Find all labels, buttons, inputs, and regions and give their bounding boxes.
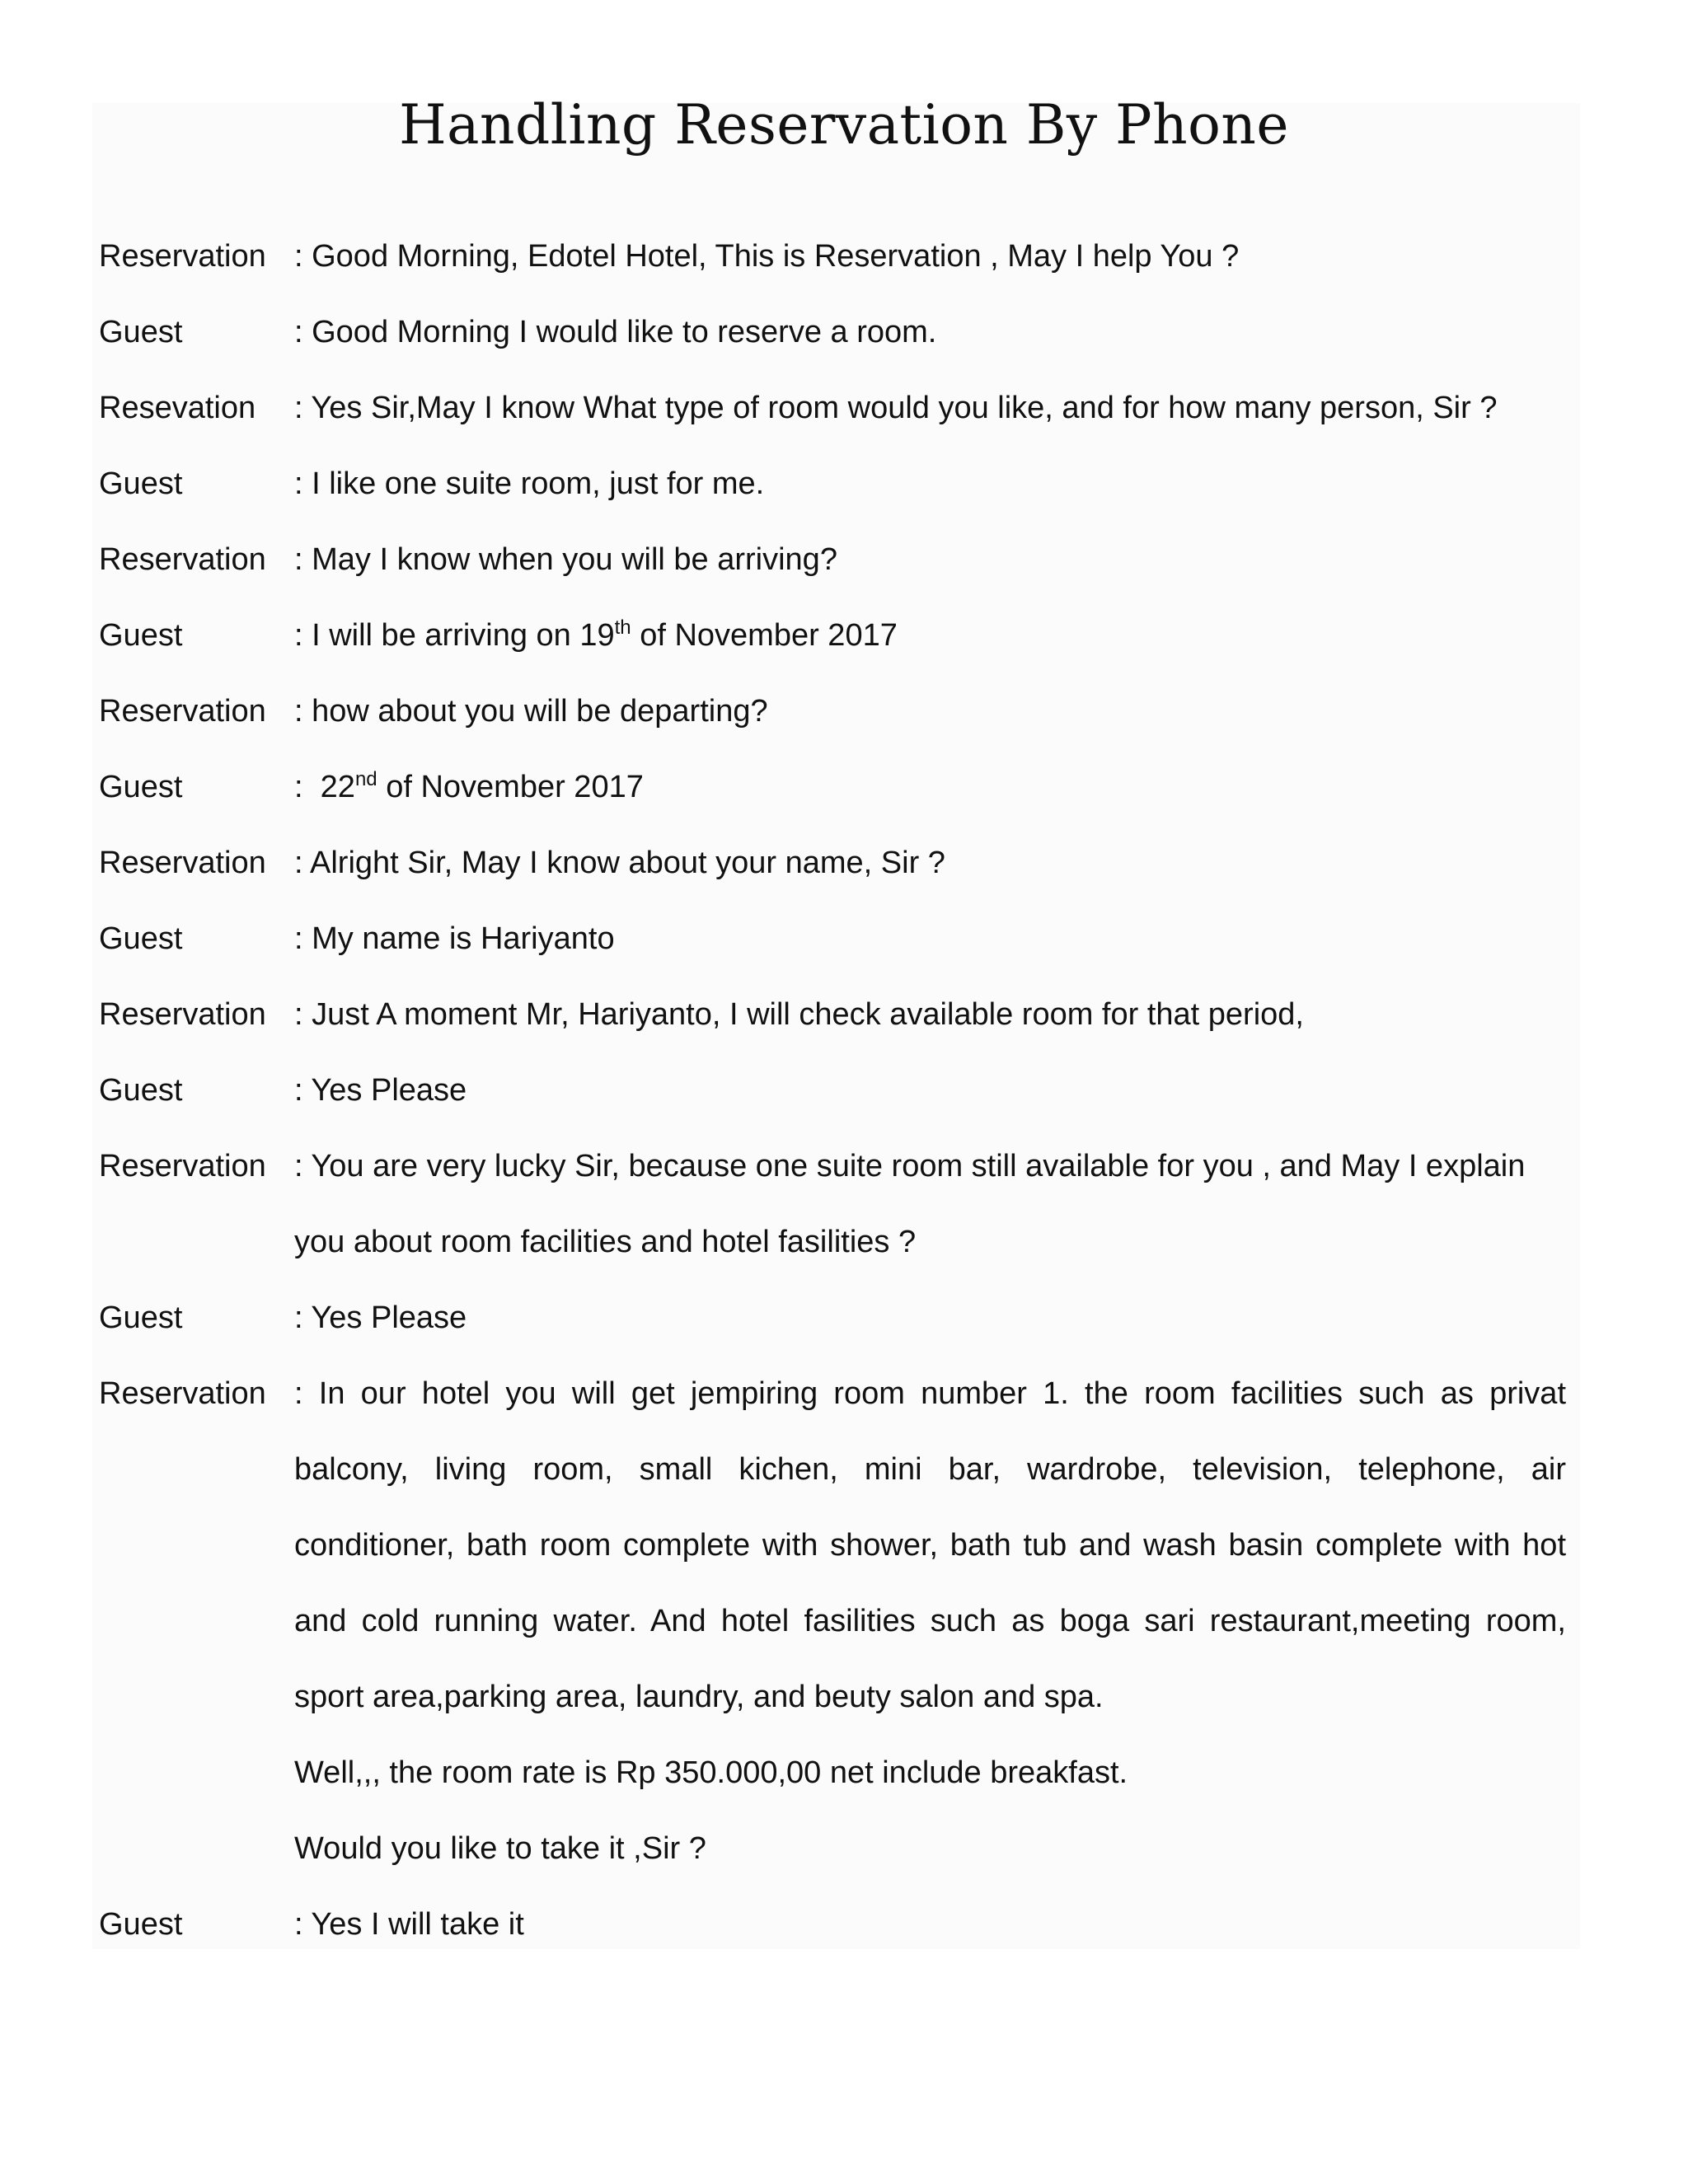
utterance	[294, 1356, 1566, 1886]
speaker-label: Reservation	[99, 1376, 266, 1411]
speaker-label: Reservation	[99, 239, 266, 274]
utterance	[294, 294, 1566, 370]
utterance-line: Would you like to take it ,Sir ?	[294, 1831, 706, 1866]
utterance	[294, 370, 1566, 446]
ordinal-suffix: nd	[354, 768, 377, 790]
utterance	[294, 901, 1566, 977]
utterance-line: : Yes I will take it	[294, 1907, 524, 1942]
dialogue-row	[99, 218, 1566, 294]
utterance	[294, 522, 1566, 598]
speaker-label: Reservation	[99, 542, 266, 577]
utterance	[294, 218, 1566, 294]
utterance-line: : how about you will be departing?	[294, 694, 768, 729]
utterance-line: Well,,, the room rate is Rp 350.000,00 net include breakfast.	[294, 1755, 1128, 1790]
speaker-label: Reservation	[99, 846, 266, 880]
speaker-label: Reservation	[99, 694, 266, 729]
dialogue-row	[99, 901, 1566, 977]
utterance-line: you about room facilities and hotel fasilities ?	[294, 1225, 917, 1259]
dialogue-row	[99, 977, 1566, 1052]
utterance-line: : May I know when you will be arriving?	[294, 542, 837, 577]
dialogue-row	[99, 1128, 1566, 1280]
utterance-line: balcony, living room, small kichen, mini bar, wardrobe, television, telephone, air	[294, 1452, 1566, 1487]
speaker-label: Guest	[99, 1907, 183, 1942]
utterance	[294, 1280, 1566, 1356]
speaker-label: Guest	[99, 1073, 183, 1108]
dialogue-row	[99, 673, 1566, 749]
utterance	[294, 825, 1566, 901]
utterance-line: : Yes Please	[294, 1301, 467, 1335]
utterance	[294, 1128, 1566, 1280]
utterance	[294, 446, 1566, 522]
utterance-line: : Yes Please	[294, 1073, 467, 1108]
utterance	[294, 673, 1566, 749]
dialogue-row	[99, 1052, 1566, 1128]
dialogue-row	[99, 825, 1566, 901]
speaker-label: Guest	[99, 770, 183, 804]
utterance-line: : Alright Sir, May I know about your name, Sir ?	[294, 846, 945, 880]
utterance-line	[294, 598, 1566, 673]
utterance-line: : Good Morning, Edotel Hotel, This is Reservation , May I help You ?	[294, 239, 1240, 274]
ordinal-suffix: th	[614, 616, 631, 639]
utterance-line: sport area,parking area, laundry, and beuty salon and spa.	[294, 1680, 1104, 1714]
utterance-line: and cold running water. And hotel fasilities such as boga sari restaurant,meeting room,	[294, 1604, 1566, 1638]
utterance-text: : I will be arriving on 19	[294, 618, 615, 653]
utterance-text: of November 2017	[631, 618, 898, 653]
document-title: Handling Reservation By Phone	[399, 93, 1289, 157]
speaker-label: Resevation	[99, 391, 256, 425]
utterance	[294, 977, 1566, 1052]
utterance	[294, 1052, 1566, 1128]
utterance-line	[294, 749, 1566, 825]
utterance-line: : My name is Hariyanto	[294, 921, 615, 956]
speaker-label: Reservation	[99, 997, 266, 1032]
utterance-text: : 22	[294, 770, 355, 804]
dialogue-row	[99, 749, 1566, 825]
utterance-line: : I like one suite room, just for me.	[294, 466, 765, 501]
utterance	[294, 1886, 1566, 1962]
dialogue-row	[99, 1886, 1566, 1962]
speaker-label: Guest	[99, 921, 183, 956]
dialogue-row	[99, 1280, 1566, 1356]
dialogue-row	[99, 1356, 1566, 1886]
utterance-line: : Just A moment Mr, Hariyanto, I will check available room for that period,	[294, 997, 1304, 1032]
speaker-label: Guest	[99, 466, 183, 501]
utterance	[294, 749, 1566, 825]
utterance-line: conditioner, bath room complete with shower, bath tub and wash basin complete with hot	[294, 1528, 1566, 1563]
utterance-line: : Yes Sir,May I know What type of room would you like, and for how many person, Sir ?	[294, 391, 1498, 425]
dialogue-row	[99, 370, 1566, 446]
dialogue-row	[99, 294, 1566, 370]
utterance-line: : Good Morning I would like to reserve a room.	[294, 315, 937, 349]
utterance-line: : In our hotel you will get jempiring room number 1. the room facilities such as privat	[294, 1376, 1566, 1411]
utterance-line: : You are very lucky Sir, because one suite room still available for you , and May I explain	[294, 1149, 1526, 1183]
utterance	[294, 598, 1566, 673]
dialogue-row	[99, 522, 1566, 598]
dialogue-row	[99, 598, 1566, 673]
dialogue-row	[99, 446, 1566, 522]
speaker-label: Guest	[99, 618, 183, 653]
utterance-text: of November 2017	[377, 770, 644, 804]
speaker-label: Guest	[99, 315, 183, 349]
speaker-label: Guest	[99, 1301, 183, 1335]
dialogue	[99, 218, 1566, 1962]
speaker-label: Reservation	[99, 1149, 266, 1183]
